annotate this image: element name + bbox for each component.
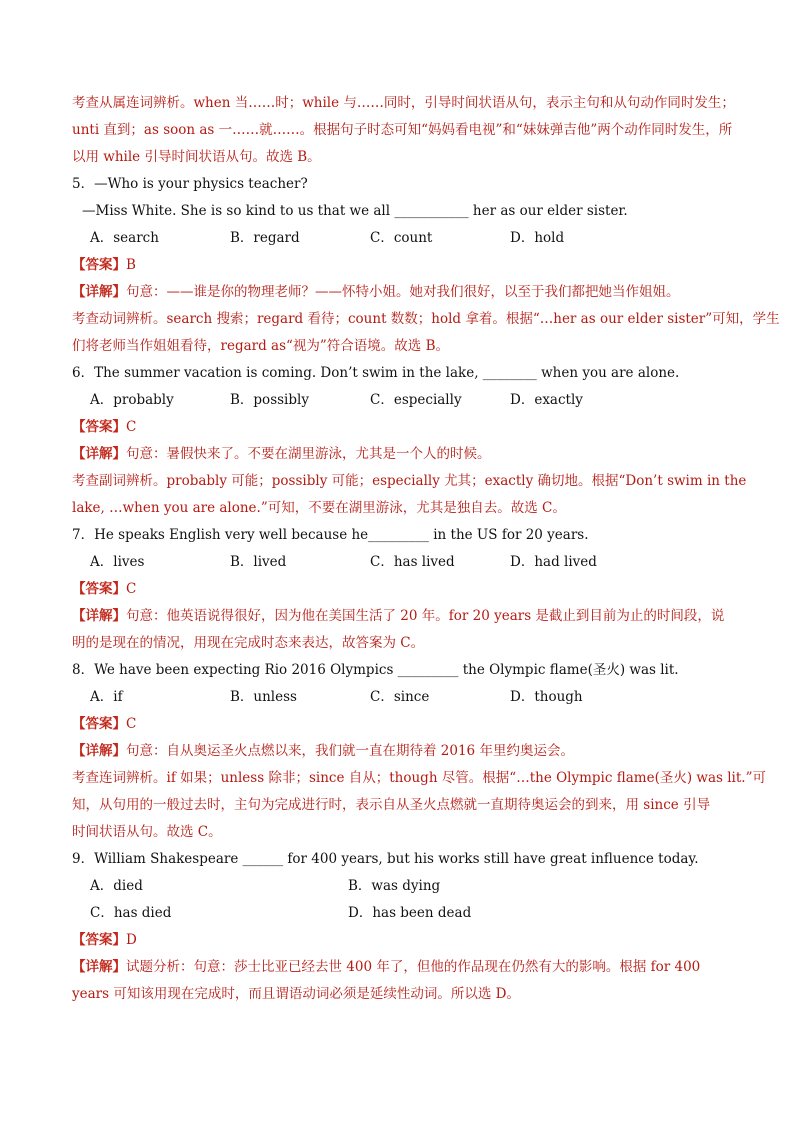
option-b: B．regard bbox=[230, 230, 300, 246]
option-c: C．since bbox=[370, 689, 430, 705]
answer-value: B bbox=[126, 257, 136, 273]
answer-line bbox=[72, 927, 732, 954]
detail-tag: 【详解】 bbox=[72, 743, 126, 759]
question-stem: —Miss White. She is so kind to us that we all ___________ her as our elder sister. bbox=[82, 203, 628, 219]
options-row bbox=[72, 387, 732, 414]
answer-value: C bbox=[126, 581, 137, 597]
answer-value: C bbox=[126, 419, 137, 435]
answer-tag: 【答案】 bbox=[72, 419, 126, 435]
options-row bbox=[72, 225, 732, 252]
option-c: C．has lived bbox=[370, 554, 455, 570]
detail-tag: 【详解】 bbox=[72, 959, 126, 975]
option-d: D．had lived bbox=[510, 554, 597, 570]
option-a: A．probably bbox=[90, 392, 174, 408]
option-a: A．died bbox=[90, 878, 143, 894]
question-6 bbox=[72, 360, 747, 522]
detail-line: 考查连词辨析。if 如果；unless 除非；since 自从；though 尽管。根据“…the Olympic flame(圣火) was lit.”可 bbox=[72, 770, 766, 786]
options-row bbox=[72, 549, 732, 576]
detail-line: lake, …when you are alone.”可知，不要在湖里游泳，尤其是独自去。故选 C。 bbox=[72, 500, 566, 516]
intro-line: 考查从属连词辨析。when 当……时；while 与……同时，引导时间状语从句，表示主句和从句动作同时发生； bbox=[72, 95, 735, 111]
detail-line: 们将老师当作姐姐看待，regard as“视为”符合语境。故选 B。 bbox=[72, 338, 450, 354]
option-b: B．was dying bbox=[348, 878, 441, 894]
options-row bbox=[72, 684, 732, 711]
intro-line: unti 直到；as soon as 一……就……。根据句子时态可知“妈妈看电视”和“妹妹弹吉他”两个动作同时发生，所 bbox=[72, 122, 733, 138]
question-9 bbox=[72, 846, 732, 1008]
detail-tag: 【详解】 bbox=[72, 446, 126, 462]
detail-text: 试题分析：句意：莎士比亚已经去世 400 年了，但他的作品现在仍然有大的影响。根据 for 400 bbox=[126, 959, 701, 975]
option-c: C．especially bbox=[370, 392, 462, 408]
detail-text: 句意：他英语说得很好，因为他在美国生活了 20 年。for 20 years 是截止到目前为止的时间段，说 bbox=[126, 608, 725, 624]
document-page bbox=[72, 90, 780, 1008]
option-c: C．has died bbox=[90, 905, 172, 921]
answer-line bbox=[72, 576, 732, 603]
question-stem: 7．He speaks English very well because he_________ in the US for 20 years. bbox=[72, 527, 589, 543]
question-8 bbox=[72, 657, 766, 846]
answer-tag: 【答案】 bbox=[72, 716, 126, 732]
detail-line bbox=[72, 954, 732, 981]
option-d: D．exactly bbox=[510, 392, 583, 408]
detail-text: 句意：——谁是你的物理老师？——怀特小姐。她对我们很好，以至于我们都把她当作姐姐。 bbox=[126, 284, 680, 300]
detail-line bbox=[72, 603, 732, 630]
detail-line: 明的是现在的情况，用现在完成时态来表达，故答案为 C。 bbox=[72, 635, 425, 651]
question-stem: 5．—Who is your physics teacher? bbox=[72, 176, 308, 192]
detail-line bbox=[72, 738, 732, 765]
detail-line: 时间状语从句。故选 C。 bbox=[72, 824, 222, 840]
option-a: A．lives bbox=[90, 554, 145, 570]
option-a: A．search bbox=[90, 230, 159, 246]
option-c: C．count bbox=[370, 230, 433, 246]
answer-line bbox=[72, 252, 732, 279]
answer-tag: 【答案】 bbox=[72, 257, 126, 273]
answer-tag: 【答案】 bbox=[72, 581, 126, 597]
option-b: B．lived bbox=[230, 554, 287, 570]
question-5 bbox=[72, 171, 780, 360]
answer-line bbox=[72, 711, 732, 738]
detail-tag: 【详解】 bbox=[72, 608, 126, 624]
question-stem: 8．We have been expecting Rio 2016 Olympics _________ the Olympic flame(圣火) was lit. bbox=[72, 662, 679, 678]
detail-line: 考查副词辨析。probably 可能；possibly 可能；especially 尤其；exactly 确切地。根据“Don’t swim in the bbox=[72, 473, 747, 489]
option-a: A．if bbox=[90, 689, 123, 705]
answer-tag: 【答案】 bbox=[72, 932, 126, 948]
question-stem: 6．The summer vacation is coming. Don’t swim in the lake, ________ when you are alone. bbox=[72, 365, 680, 381]
option-d: D．though bbox=[510, 689, 583, 705]
detail-line bbox=[72, 441, 732, 468]
detail-tag: 【详解】 bbox=[72, 284, 126, 300]
option-d: D．hold bbox=[510, 230, 565, 246]
answer-value: D bbox=[126, 932, 137, 948]
intro-line: 以用 while 引导时间状语从句。故选 B。 bbox=[72, 149, 321, 165]
options-row bbox=[72, 873, 732, 900]
detail-line bbox=[72, 279, 732, 306]
options-row bbox=[72, 900, 732, 927]
option-b: B．unless bbox=[230, 689, 297, 705]
detail-text: 句意：自从奥运圣火点燃以来，我们就一直在期待着 2016 年里约奥运会。 bbox=[126, 743, 574, 759]
question-7 bbox=[72, 522, 732, 657]
answer-line bbox=[72, 414, 732, 441]
answer-value: C bbox=[126, 716, 137, 732]
question-stem: 9．William Shakespeare ______ for 400 years, but his works still have great influence today. bbox=[72, 851, 699, 867]
detail-line: 知，从句用的一般过去时，主句为完成进行时，表示自从圣火点燃就一直期待奥运会的到来，用 since 引导 bbox=[72, 797, 711, 813]
detail-line: 考查动词辨析。search 搜索；regard 看待；count 数数；hold 拿着。根据“…her as our elder sister”可知，学生 bbox=[72, 311, 780, 327]
detail-text: 句意：暑假快来了。不要在湖里游泳，尤其是一个人的时候。 bbox=[126, 446, 491, 462]
detail-line: years 可知该用现在完成时，而且谓语动词必须是延续性动词。所以选 D。 bbox=[72, 986, 520, 1002]
option-d: D．has been dead bbox=[348, 905, 472, 921]
intro-explanation bbox=[72, 90, 735, 171]
option-b: B．possibly bbox=[230, 392, 309, 408]
